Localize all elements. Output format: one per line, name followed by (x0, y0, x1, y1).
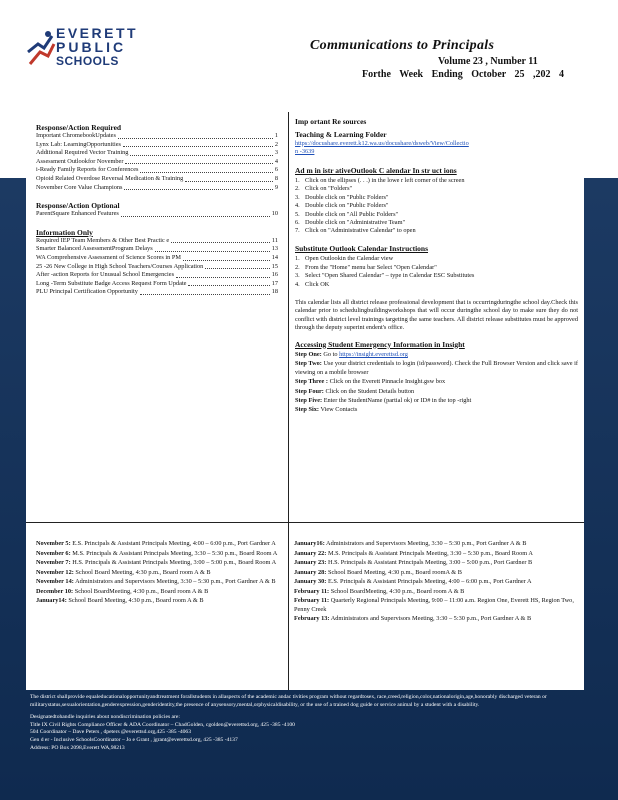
meeting-item (36, 578, 280, 587)
insight-step-text: Go to (323, 350, 340, 358)
toc-item-title: PLU Principal Certification Opportunity (36, 288, 138, 296)
insight-step-text: Click on the Student Details button (325, 387, 415, 395)
meeting-details: M.S. Principals & Assistant Principals Meeting, 3:30 – 5:30 p.m., Board Room A (72, 549, 278, 557)
substitute-calendar-heading: Substitute Outlook Calendar Instructions (295, 243, 429, 253)
toc-leader-dots (205, 263, 269, 270)
toc-item-title: Lynx Lab: LearningOpportunities (36, 140, 121, 148)
meeting-item (294, 559, 576, 568)
footer (30, 694, 590, 752)
step-text: Select "Open Shared Calendar" – type in Calendar ESC Substitutes (305, 272, 475, 280)
step-number: 4. (295, 202, 300, 210)
toc-item-page: 2 (274, 140, 278, 148)
toc-item-info[interactable] (36, 237, 278, 246)
tl-folder-heading: Teaching & Learning Folder (295, 130, 387, 140)
insight-step-label: Step Three : (295, 378, 329, 386)
toc-item-page: 15 (271, 262, 278, 270)
toc-item-page: 3 (274, 149, 278, 157)
step-number: 3. (295, 193, 300, 201)
header (0, 0, 618, 98)
insight-step (295, 406, 578, 414)
insight-step-text: Click on the Everett Pinnacle Insight.gsw box (329, 378, 446, 386)
meeting-item (294, 597, 576, 614)
meeting-details: Administrators and Supervisors Meeting, 3:30 – 5:30 p.m., Port Gardner A & B (326, 540, 527, 547)
meeting-date: November 12: (36, 568, 74, 576)
meeting-item (294, 540, 576, 549)
substitute-calendar-note: This calendar lists all district release professional development that is occurringduringthe school day.Check this calendar prior to schedulingbuildingworkshops that will occur duringthe school day to make sure they do not conflict with district level trainings targeting the same teachers. All district release substitutes must be approved through the deputy superint endent's office. (295, 298, 578, 332)
toc-item-page: 13 (271, 245, 278, 253)
meeting-details: School BoardMeeting, 4:30 p.m., Board room A & B (74, 587, 209, 595)
meeting-date: November 7: (36, 559, 71, 566)
step-number: 4. (295, 280, 300, 288)
meeting-date: November 5: (36, 540, 71, 547)
meeting-details: Administrators and Supervisors Meeting, 3:30 – 5:30 p.m., Port Gardner A & B (330, 615, 532, 622)
meeting-item (294, 550, 576, 559)
substitute-step (295, 281, 578, 289)
toc-item-required[interactable] (36, 141, 278, 150)
insight-step-label: Step Four: (295, 387, 324, 395)
meeting-details: School Board Meeting, 4:30 p.m., Board roomA & B (327, 568, 462, 576)
outlook-calendar-heading: Ad m in istr ativeOutlook C alendar In str uct ions (295, 165, 457, 175)
meeting-item (294, 578, 576, 587)
tl-folder-link[interactable]: https://docushare.everett.k12.wa.us/docushare/dsweb/View/Collection -3639 (295, 139, 469, 156)
toc-item-title: Assessment Outlookfor November (36, 157, 124, 165)
toc-item-page: 18 (271, 288, 278, 296)
insight-step (295, 351, 578, 359)
step-number: 1. (295, 177, 300, 185)
toc-item-title: 25 -26 New College in High School Teachers/Courses Application (36, 262, 204, 270)
insight-step-label: Step Six: (295, 406, 319, 414)
meeting-item (294, 569, 576, 578)
toc-item-page: 10 (271, 210, 278, 218)
meeting-details: Quarterly Regional Principals Meeting, 9:00 – 11:00 a.m. Region One, Everett HS, Region Two, Penny Creek (294, 597, 574, 613)
toc-item-page: 9 (274, 183, 278, 191)
meeting-item (36, 597, 280, 606)
toc-leader-dots (140, 166, 272, 173)
logo-text-public: PUBLIC (56, 39, 127, 55)
designated-inquiries: Designatedtohandle inquiries about nondiscrimination policies are: (30, 714, 180, 721)
outlook-step (295, 227, 578, 235)
toc-item-page: 14 (271, 253, 278, 261)
toc-item-page: 6 (274, 166, 278, 174)
meeting-item (294, 615, 576, 624)
meeting-date: January 23: (294, 559, 327, 566)
meeting-item (36, 588, 280, 597)
outlook-step (295, 202, 578, 210)
step-number: 7. (295, 227, 300, 235)
meeting-details: H.S. Principals & Assistant Principals Meeting, 3:00 – 5:00 p.m., Port Gardner B (327, 559, 533, 566)
insight-step (295, 360, 578, 377)
toc-item-page: 16 (271, 271, 278, 279)
resources-heading: Imp ortant Re sources (295, 117, 367, 126)
meeting-date: November 14: (36, 578, 74, 585)
toc-leader-dots (121, 210, 270, 217)
toc-item-required[interactable] (36, 158, 278, 167)
step-text: Double click on "Public Folders" (305, 193, 389, 201)
meeting-date: February 13: (294, 615, 330, 622)
meeting-item (294, 588, 576, 597)
meeting-date: January 22: (294, 549, 327, 557)
step-text: Open Outlookin the Calendar view (305, 255, 394, 263)
step-text: Click on "Folders" (305, 185, 353, 193)
meeting-details: School Board Meeting, 4:30 p.m., Board room A & B (75, 568, 211, 576)
contact-504: 504 Coordinator – Dave Peters , dpeters @everettsd.org,425 -385 -4063 (30, 729, 192, 736)
toc-item-title: Additional Required Vector Training (36, 149, 129, 157)
toc-item-info[interactable] (36, 254, 278, 263)
substitute-step (295, 255, 578, 263)
toc-leader-dots (183, 254, 270, 261)
logo-text-schools: SCHOOLS (56, 54, 119, 68)
step-number: 2. (295, 185, 300, 193)
step-number: 2. (295, 263, 300, 271)
toc-item-title: i-Ready Family Reports for Conferences (36, 166, 139, 174)
table-of-contents (26, 112, 288, 522)
outlook-step (295, 177, 578, 185)
toc-item-info[interactable] (36, 288, 278, 297)
meeting-item (36, 559, 280, 568)
toc-item-title: Required IEP Team Members & Other Best Practic e (36, 236, 170, 244)
important-resources (288, 112, 584, 522)
step-number: 1. (295, 255, 300, 263)
meeting-date: December 10: (36, 587, 74, 595)
meeting-item (36, 540, 280, 549)
step-text: Click OK (305, 280, 330, 288)
insight-step (295, 388, 578, 396)
meeting-date: February 11: (294, 587, 330, 595)
insight-step (295, 397, 578, 405)
insight-heading: Accessing Student Emergency Information in Insight (295, 339, 465, 349)
toc-item-title: Opioid Related Overdose Reversal Medication & Training (36, 174, 184, 182)
insight-step-text: Use your district credentials to login (id/password). Check the Full Browser Version and click save if viewing on a mobile browser (295, 360, 578, 376)
meeting-date: November 6: (36, 549, 71, 557)
meetings-left-column (36, 540, 280, 607)
step-text: Double click on "Administrative Team" (305, 219, 406, 227)
toc-item-info[interactable] (36, 263, 278, 272)
meeting-details: School Board Meeting, 4:30 p.m., Board room A & B (68, 597, 204, 604)
running-figure-icon (26, 30, 56, 70)
toc-item-title: WA Comprehensive Assessment of Science Scores in PM (36, 253, 181, 261)
toc-item-info[interactable] (36, 280, 278, 289)
step-text: Click on "Administrative Calendar" to open (305, 227, 416, 235)
toc-leader-dots (155, 245, 270, 252)
newsletter-title: Communications to Principals (310, 38, 495, 53)
meeting-details: E.S. Principals & Assistant Principals Meeting, 4:00 – 6:00 p.m., Port Gardner A (72, 540, 276, 547)
insight-step (295, 378, 578, 386)
meetings-divider (288, 522, 289, 690)
toc-item-page: 8 (274, 174, 278, 182)
meeting-details: E.S. Principals & Assistant Principals Meeting, 4:00 – 6:00 p.m., Port Gardner A (327, 578, 532, 585)
toc-item-required[interactable] (36, 149, 278, 158)
toc-item-required[interactable] (36, 166, 278, 175)
toc-section-info: Information Only (36, 227, 93, 237)
substitute-step (295, 272, 578, 280)
toc-leader-dots (124, 184, 272, 191)
toc-item-page: 1 (274, 132, 278, 139)
meeting-date: January 28: (294, 568, 327, 576)
meeting-details: H.S. Principals & Assistant Principals Meeting, 3:00 – 5:00 p.m., Board Room A (72, 559, 277, 566)
insight-step-label: Step Five: (295, 396, 323, 404)
toc-leader-dots (118, 132, 273, 139)
outlook-step (295, 185, 578, 193)
meeting-date: January14: (36, 597, 67, 604)
insight-step-text: Enter the StudentName (partial ok) or ID# in the top -right (323, 396, 472, 404)
toc-section-required: Response/Action Required (36, 123, 122, 132)
toc-item-page: 4 (274, 157, 278, 165)
toc-section-optional: Response/Action Optional (36, 201, 120, 211)
everett-public-schools-logo (26, 26, 138, 76)
toc-leader-dots (125, 158, 272, 165)
toc-leader-dots (188, 280, 269, 287)
step-number: 3. (295, 272, 300, 280)
insight-link[interactable]: https://insight.everettsd.org (339, 350, 408, 358)
toc-item-optional[interactable] (36, 210, 278, 219)
insight-step-label: Step Two: (295, 360, 322, 368)
toc-item-page: 17 (271, 279, 278, 287)
volume-number: Volume 23 , Number 11 (438, 56, 538, 67)
contact-gender-inclusive: Gen d er - Inclusive SchoolsCoordinator – Jo e Grant , jgrant@everettsd.org, 425 -385 -4137 (30, 736, 238, 743)
toc-leader-dots (171, 237, 270, 244)
step-number: 6. (295, 219, 300, 227)
outlook-step (295, 194, 578, 202)
step-text: Double click on "Public Folders" (305, 202, 389, 210)
toc-item-required[interactable] (36, 184, 278, 193)
step-text: Double click on "All Public Folders" (305, 210, 399, 218)
toc-item-title: November Core Value Champions (36, 183, 123, 191)
meeting-item (36, 550, 280, 559)
meeting-date: January 30: (294, 578, 327, 585)
toc-item-title: Important ChromebookUpdates (36, 132, 116, 139)
toc-leader-dots (140, 288, 270, 295)
step-number: 5. (295, 210, 300, 218)
insight-step-label: Step One: (295, 350, 322, 358)
insight-step-text: View Contacts (320, 406, 358, 414)
week-ending: Forthe Week Ending October 25 ,202 4 (362, 69, 565, 80)
outlook-step (295, 219, 578, 227)
toc-leader-dots (185, 175, 273, 182)
step-text: Click on the ellipses (. . .) in the lowe r left corner of the screen (305, 177, 465, 185)
toc-leader-dots (176, 271, 270, 278)
meeting-date: February 11: (294, 597, 330, 604)
toc-item-title: After -action Reports for Unusual School Emergencies (36, 271, 175, 279)
toc-item-info[interactable] (36, 271, 278, 280)
toc-leader-dots (123, 141, 273, 148)
toc-leader-dots (130, 149, 272, 156)
meeting-date: January16: (294, 540, 325, 547)
meeting-details: Administrators and Supervisors Meeting, 3:30 – 5:30 p.m., Port Gardner A & B (75, 578, 276, 585)
toc-item-required[interactable] (36, 132, 278, 141)
meeting-details: M.S. Principals & Assistant Principals Meeting, 3:30 – 5:30 p.m., Board Room A (327, 549, 533, 557)
contact-title-ix: Title IX Civil Rights Compliance Officer & ADA Coordinator – ChadGolden, cgolden@everettsd.org, 425 -385 -4100 (30, 721, 295, 728)
toc-item-page: 11 (271, 236, 278, 244)
toc-item-title: Long -Term Substitute Badge Access Request Form Update (36, 279, 187, 287)
step-text: From the "Home" menu bar Select "Open Calendar" (305, 263, 437, 271)
meeting-details: School BoardMeeting, 4:30 p.m., Board room A & B (330, 587, 465, 595)
meetings-right-column (294, 540, 576, 625)
district-address: Address: PO Box 2098,Everett WA,98213 (30, 744, 125, 751)
toc-item-required[interactable] (36, 175, 278, 184)
nondiscrimination-statement: The district shallprovide equaleducationalopportunityandtreatment forallstudents in allaspects of the academic andac tivities program without regardtosex, race,creed,religion,color,nationalorigin,age,honorably discharged veteran or militarystatus,sexualorientation,genderexpression,genderidentity,the presence of anysensory,mental,orphysicaldisability, or the use of a trained dog guide or service animal by a student with a disability. (30, 694, 547, 708)
meeting-item (36, 569, 280, 578)
toc-item-title: ParentSquare Enhanced Features (36, 210, 119, 218)
toc-item-info[interactable] (36, 245, 278, 254)
outlook-step (295, 211, 578, 219)
substitute-step (295, 264, 578, 272)
toc-item-title: Smarter Balanced AssessmentProgram Delays (36, 245, 153, 253)
logo-text-everett: EVERETT (56, 25, 139, 41)
